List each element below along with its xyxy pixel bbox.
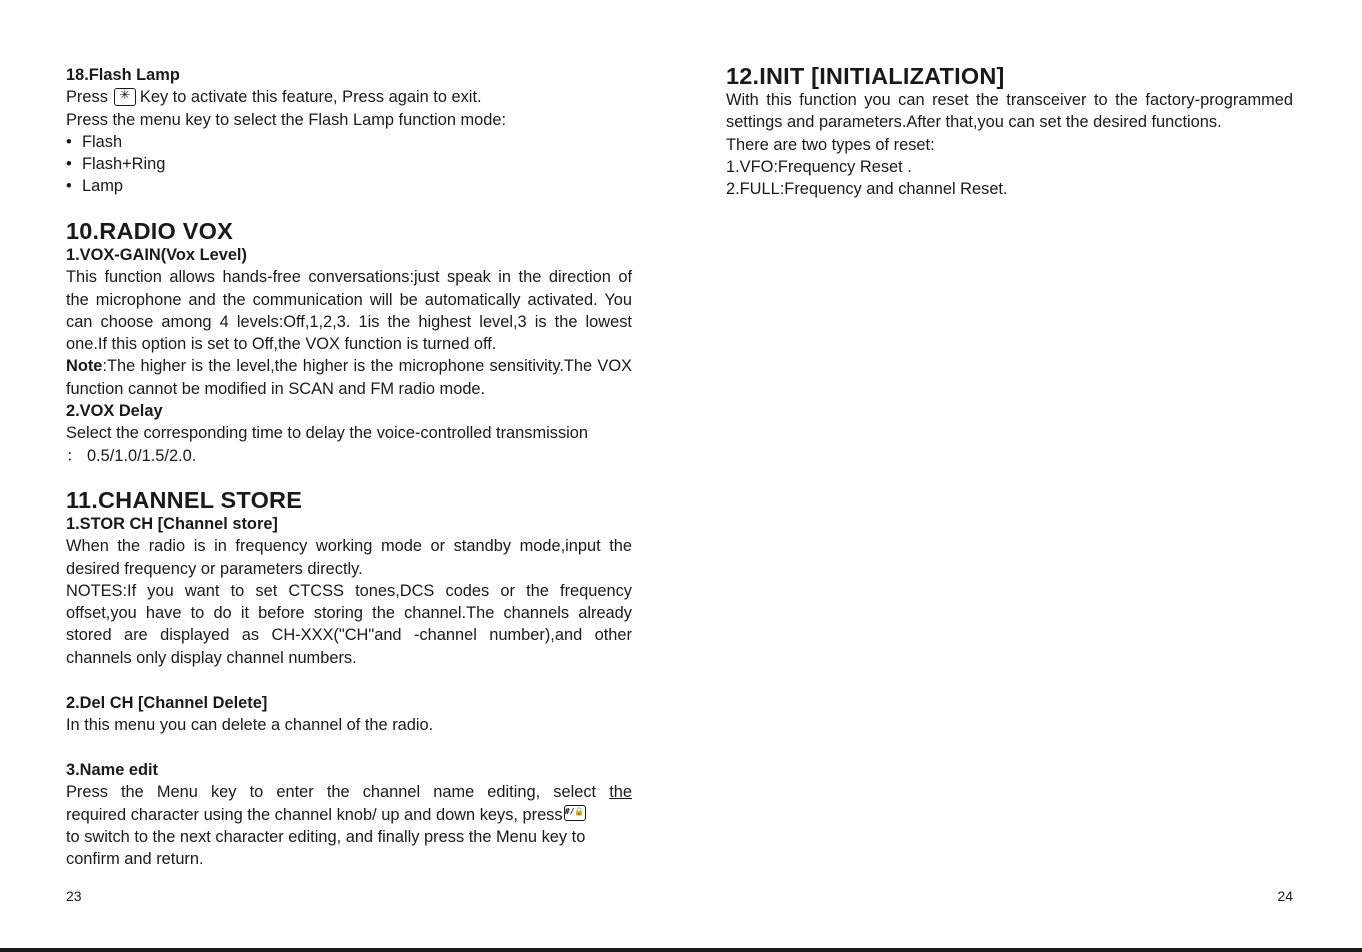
- channel-store-heading: 11.CHANNEL STORE: [66, 487, 303, 513]
- flash-lamp-line1-after: Key to activate this feature, Press again to exit.: [139, 88, 482, 107]
- flash-key-icon: ✳: [114, 88, 136, 106]
- init-type-item: 2.FULL:Frequency and channel Reset.: [726, 180, 1008, 199]
- name-edit-line3: to switch to the next character editing, and finally press the Menu key to: [66, 827, 586, 846]
- flash-lamp-line2: Press the menu key to select the Flash Lamp function mode:: [66, 110, 507, 129]
- init-types-intro: There are two types of reset:: [726, 135, 935, 154]
- init-section: [726, 63, 1293, 200]
- vox-delay-values: ： 0.5/1.0/1.5/2.0.: [66, 446, 197, 465]
- init-type-item: 1.VFO:Frequency Reset .: [726, 157, 912, 176]
- del-ch-body: In this menu you can delete a channel of the radio.: [66, 716, 434, 735]
- flash-lamp-line1: [66, 86, 632, 108]
- del-ch-subheading: 2.Del CH [Channel Delete]: [66, 694, 268, 712]
- name-edit-line1: Press the Menu key to enter the channel name editing, select the: [66, 783, 632, 802]
- name-edit-line4: confirm and return.: [66, 850, 204, 869]
- right-page: [726, 0, 1293, 948]
- flash-lamp-option: • Lamp: [66, 175, 632, 197]
- left-page: [66, 0, 632, 948]
- bullet-icon: •: [66, 177, 72, 196]
- name-edit-line2: required character using the channel knob/ up and down keys, press #/🔒: [66, 805, 585, 824]
- init-body: With this function you can reset the transceiver to the factory-programmed settings and parameters.After that,you can set the desired functions.: [726, 91, 1293, 132]
- vox-delay-subheading: 2.VOX Delay: [66, 402, 163, 421]
- page-number-right: 24: [1277, 888, 1293, 904]
- note-label: Note: [66, 357, 103, 376]
- vox-gain-subheading: 1.VOX-GAIN(Vox Level): [66, 246, 247, 264]
- lock-key-icon: #/🔒: [564, 805, 586, 821]
- channel-store-section: [66, 487, 632, 669]
- bullet-icon: •: [66, 155, 72, 174]
- vox-gain-body: This function allows hands-free conversations:just speak in the direction of the microphone and the communication will be automatically activated. You can choose among 4 levels:Off,1,2,3. 1is the highest level,3 is the lowest one.If this option is set to Off,the VOX function is turned off.: [66, 268, 632, 354]
- stor-ch-subheading: 1.STOR CH [Channel store]: [66, 515, 278, 533]
- bullet-icon: •: [66, 132, 72, 151]
- flash-lamp-option: • Flash: [66, 131, 632, 153]
- name-edit-subheading: 3.Name edit: [66, 761, 159, 779]
- flash-lamp-section: [66, 64, 632, 198]
- bottom-rule: [0, 948, 1362, 952]
- name-edit-section: [66, 759, 632, 870]
- page-number-left: 23: [66, 888, 82, 904]
- stor-ch-body: When the radio is in frequency working mode or standby mode,input the desired frequency or parameters directly.: [66, 537, 632, 578]
- vox-gain-note: [66, 355, 632, 400]
- vox-delay-body: Select the corresponding time to delay the voice-controlled transmission: [66, 424, 589, 443]
- radio-vox-heading: 10.RADIO VOX: [66, 218, 233, 244]
- stor-ch-notes: NOTES:If you want to set CTCSS tones,DCS codes or the frequency offset,you have to do it before storing the channel.The channels already stored are displayed as CH-XXX("CH"and -channel number),and other channels only display channel numbers.: [66, 581, 632, 667]
- note-text: :The higher is the level,the higher is the microphone sensitivity.The VOX function cannot be modified in SCAN and FM radio mode.: [66, 357, 632, 398]
- flash-lamp-line1-before: Press: [66, 88, 108, 107]
- del-ch-section: [66, 692, 632, 737]
- flash-lamp-heading: 18.Flash Lamp: [66, 66, 180, 84]
- radio-vox-section: [66, 218, 632, 467]
- flash-lamp-option: • Flash+Ring: [66, 153, 632, 175]
- init-heading: 12.INIT [INITIALIZATION]: [726, 63, 1005, 89]
